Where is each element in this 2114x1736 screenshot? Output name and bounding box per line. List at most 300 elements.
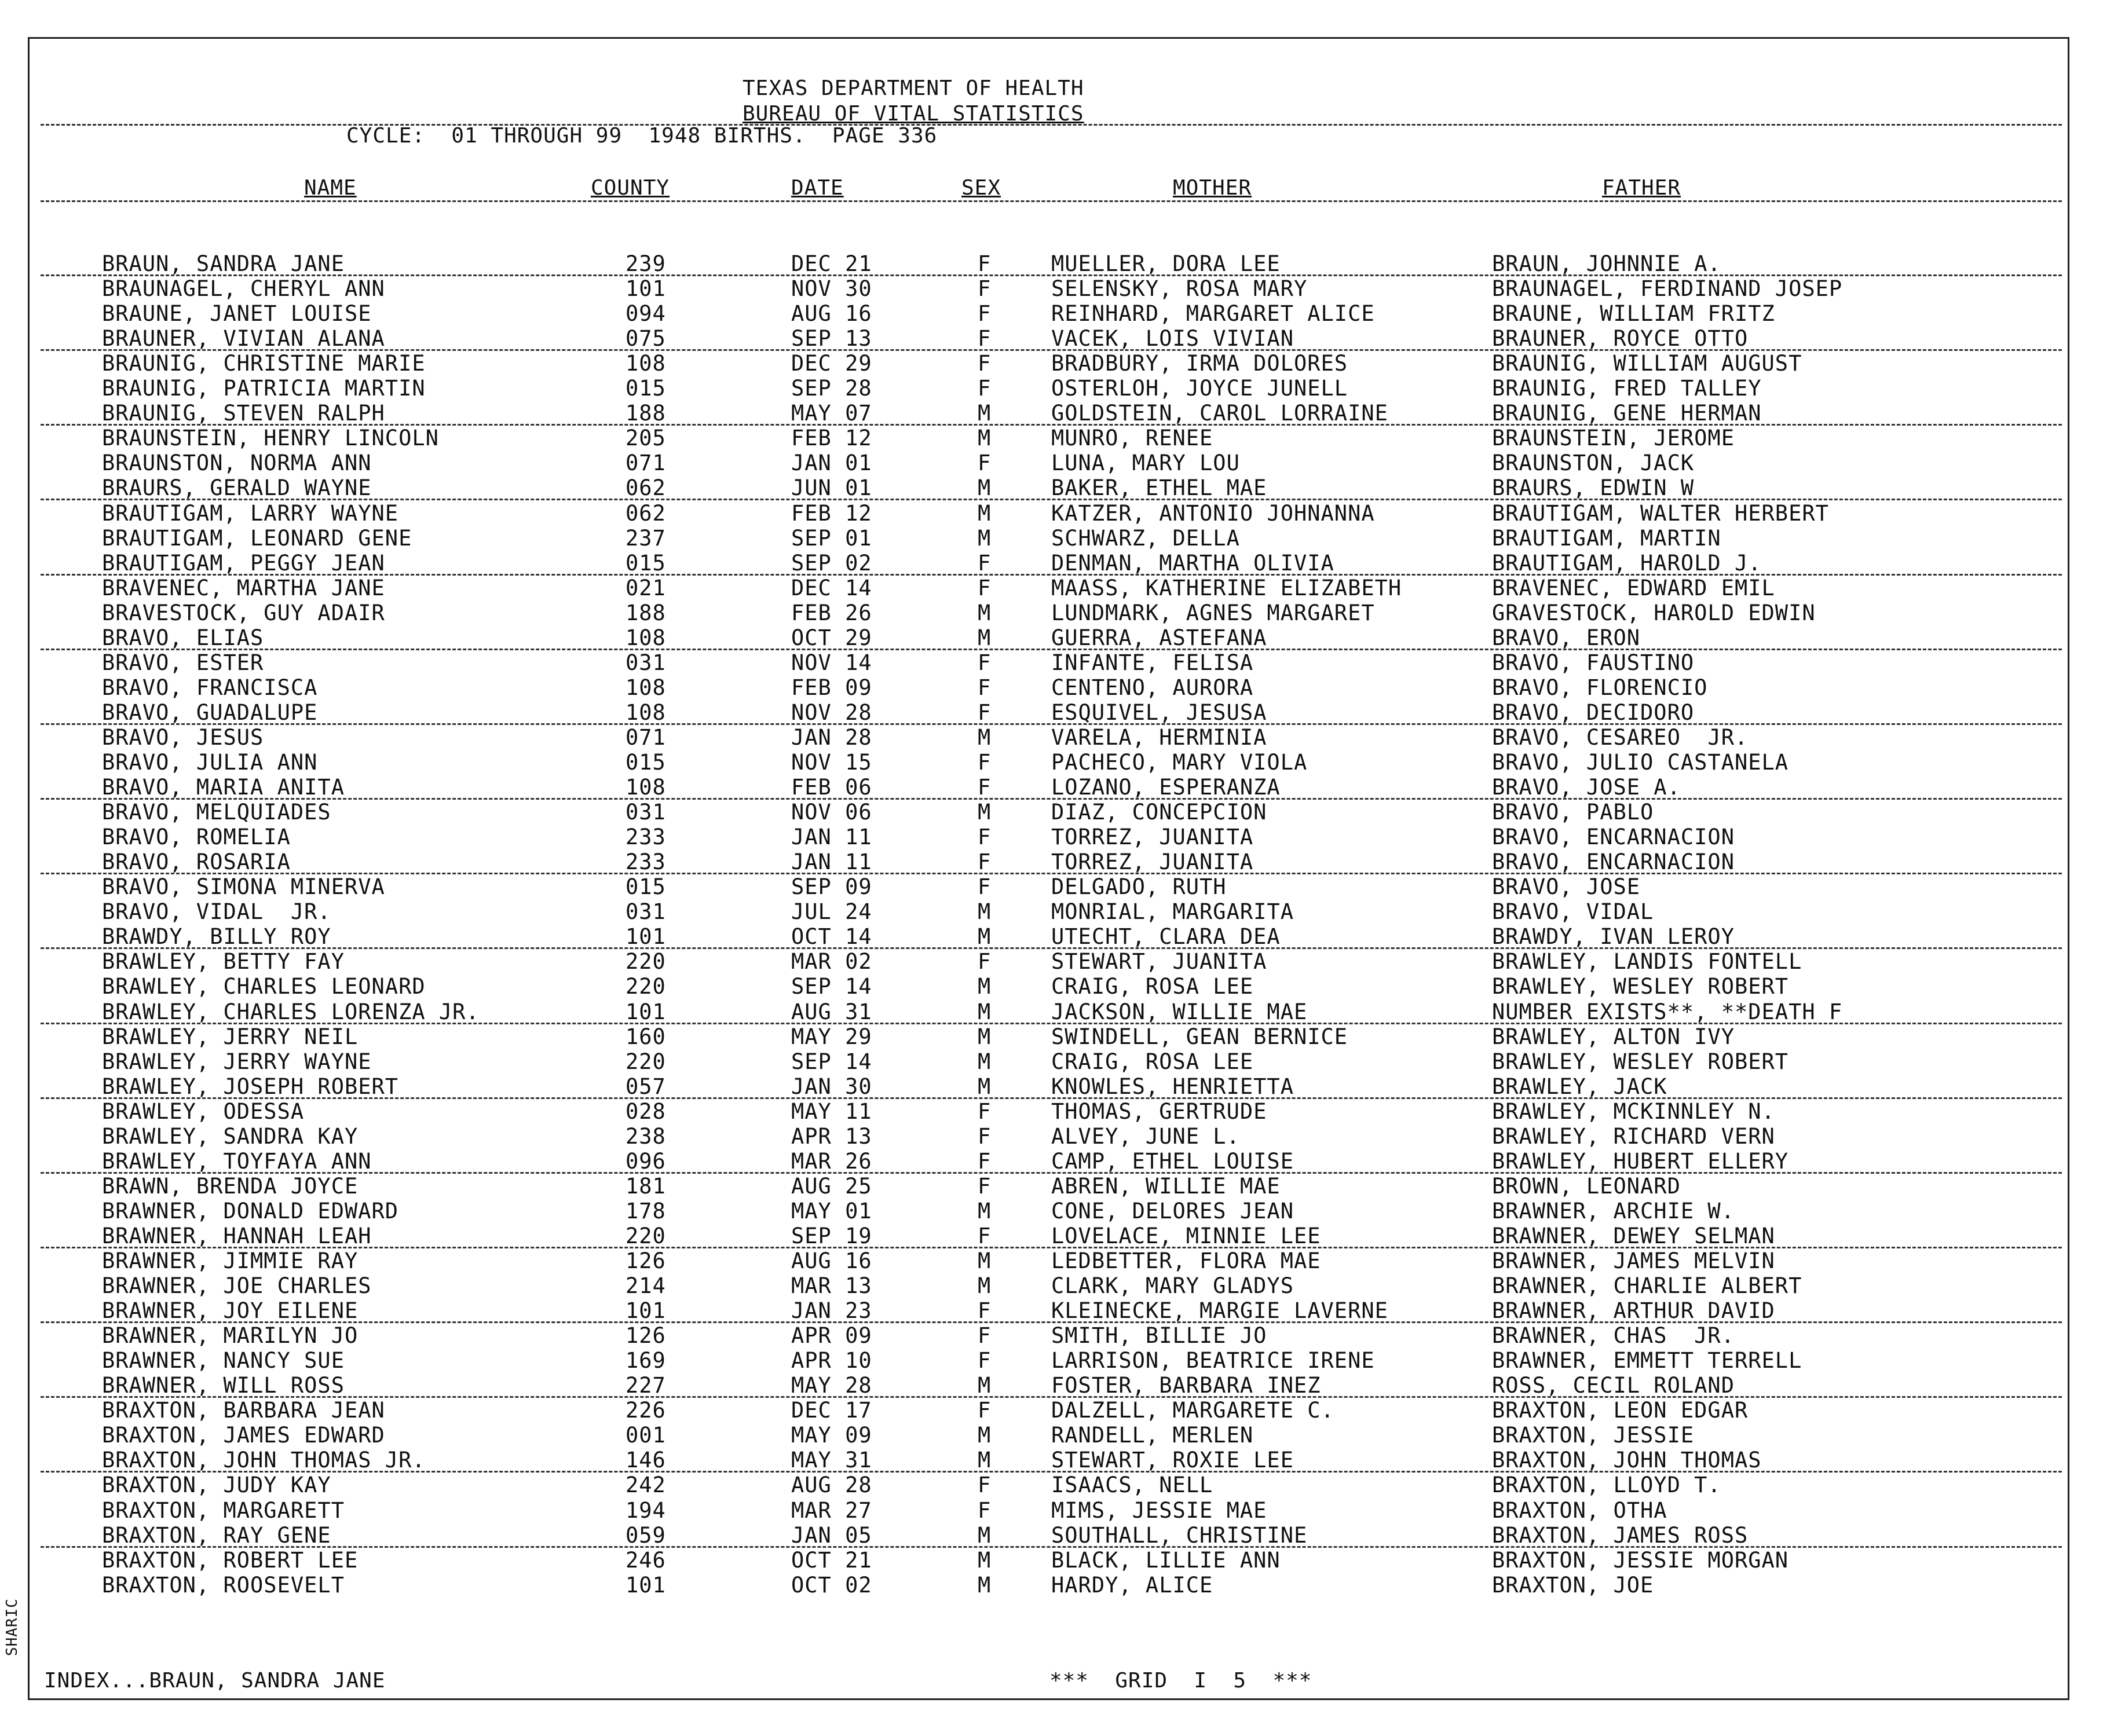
record-name: BRAWLEY, SANDRA KAY — [102, 1124, 359, 1149]
record-name: BRAUNIG, PATRICIA MARTIN — [102, 376, 426, 401]
table-row — [0, 1049, 2114, 1074]
record-name: BRAWLEY, BETTY FAY — [102, 949, 345, 974]
record-father: BRAVO, VIDAL — [1492, 899, 1654, 924]
record-sex: M — [978, 800, 992, 825]
table-row — [0, 1448, 2114, 1473]
record-sex: M — [978, 1024, 992, 1049]
row-separator — [41, 499, 2062, 500]
table-row — [0, 899, 2114, 924]
record-date: JAN 05 — [791, 1523, 872, 1548]
record-sex: M — [978, 1448, 992, 1473]
record-mother: STEWART, ROXIE LEE — [1051, 1448, 1294, 1473]
record-date: JAN 28 — [791, 725, 872, 750]
table-row — [0, 1099, 2114, 1124]
record-date: SEP 01 — [791, 526, 872, 551]
record-father: BRAWLEY, ALTON IVY — [1492, 1024, 1735, 1049]
record-sex: M — [978, 501, 992, 526]
column-header-rule — [41, 200, 2062, 202]
record-mother: REINHARD, MARGARET ALICE — [1051, 301, 1375, 326]
record-mother: LOZANO, ESPERANZA — [1051, 775, 1281, 800]
record-date: DEC 21 — [791, 251, 872, 276]
record-county: 220 — [626, 974, 666, 999]
record-name: BRAXTON, MARGARETT — [102, 1498, 345, 1523]
record-father: BRAVO, FAUSTINO — [1492, 650, 1695, 675]
record-county: 059 — [626, 1523, 666, 1548]
record-name: BRAVO, MARIA ANITA — [102, 775, 345, 800]
record-mother: TORREZ, JUANITA — [1051, 849, 1254, 874]
record-mother: ALVEY, JUNE L. — [1051, 1124, 1240, 1149]
record-mother: GUERRA, ASTEFANA — [1051, 625, 1267, 650]
record-name: BRAWNER, DONALD EDWARD — [102, 1199, 399, 1224]
record-date: MAY 09 — [791, 1423, 872, 1448]
record-date: NOV 14 — [791, 650, 872, 675]
record-date: NOV 28 — [791, 700, 872, 725]
record-sex: F — [978, 326, 992, 351]
record-name: BRAUNSTON, NORMA ANN — [102, 451, 372, 475]
record-mother: MIMS, JESSIE MAE — [1051, 1498, 1267, 1523]
record-mother: CAMP, ETHEL LOUISE — [1051, 1149, 1294, 1174]
table-row — [0, 326, 2114, 351]
record-county: 242 — [626, 1473, 666, 1497]
record-mother: GOLDSTEIN, CAROL LORRAINE — [1051, 401, 1388, 426]
table-row — [0, 949, 2114, 974]
record-father: BRAVO, ERON — [1492, 625, 1641, 650]
record-sex: F — [978, 825, 992, 849]
side-stamp: SHARIC — [3, 1598, 21, 1656]
record-date: AUG 31 — [791, 999, 872, 1024]
record-father: BRAWLEY, WESLEY ROBERT — [1492, 974, 1789, 999]
record-mother: SMITH, BILLIE JO — [1051, 1323, 1267, 1348]
record-date: FEB 12 — [791, 426, 872, 451]
record-county: 108 — [626, 700, 666, 725]
record-father: BRAWNER, CHAS JR. — [1492, 1323, 1735, 1348]
record-father: BRAUNSTEIN, JEROME — [1492, 426, 1735, 451]
record-father: BRAUNAGEL, FERDINAND JOSEP — [1492, 276, 1843, 301]
record-sex: M — [978, 1423, 992, 1448]
table-row — [0, 1199, 2114, 1224]
record-name: BRAUN, SANDRA JANE — [102, 251, 345, 276]
table-row — [0, 301, 2114, 326]
record-date: JAN 11 — [791, 849, 872, 874]
record-sex: F — [978, 1174, 992, 1199]
record-county: 071 — [626, 451, 666, 475]
record-mother: KLEINECKE, MARGIE LAVERNE — [1051, 1298, 1388, 1323]
header-bureau: BUREAU OF VITAL STATISTICS — [743, 102, 1084, 126]
table-row — [0, 1373, 2114, 1398]
record-county: 101 — [626, 1573, 666, 1598]
record-date: DEC 17 — [791, 1398, 872, 1423]
table-row — [0, 1423, 2114, 1448]
record-mother: MAASS, KATHERINE ELIZABETH — [1051, 576, 1402, 600]
record-name: BRAVO, JULIA ANN — [102, 750, 318, 775]
header-agency: TEXAS DEPARTMENT OF HEALTH — [743, 76, 1084, 100]
record-sex: F — [978, 849, 992, 874]
record-mother: VARELA, HERMINIA — [1051, 725, 1267, 750]
record-sex: F — [978, 301, 992, 326]
record-name: BRAUNER, VIVIAN ALANA — [102, 326, 385, 351]
record-date: AUG 28 — [791, 1473, 872, 1497]
record-mother: VACEK, LOIS VIVIAN — [1051, 326, 1294, 351]
record-mother: LEDBETTER, FLORA MAE — [1051, 1248, 1321, 1273]
record-county: 188 — [626, 401, 666, 426]
footer-grid: *** GRID I 5 *** — [1049, 1669, 1312, 1693]
record-father: BRAWLEY, MCKINNLEY N. — [1492, 1099, 1775, 1124]
record-father: BRAXTON, JOHN THOMAS — [1492, 1448, 1762, 1473]
record-father: BRAWLEY, WESLEY ROBERT — [1492, 1049, 1789, 1074]
record-county: 015 — [626, 376, 666, 401]
record-sex: M — [978, 1273, 992, 1298]
record-sex: M — [978, 401, 992, 426]
col-header-name: NAME — [304, 176, 357, 200]
record-father: BRAVO, JULIO CASTANELA — [1492, 750, 1789, 775]
table-row — [0, 725, 2114, 750]
record-father: BRAUTIGAM, MARTIN — [1492, 526, 1721, 551]
table-row — [0, 1248, 2114, 1273]
record-mother: UTECHT, CLARA DEA — [1051, 924, 1281, 949]
record-date: SEP 13 — [791, 326, 872, 351]
record-county: 108 — [626, 675, 666, 700]
table-row — [0, 1174, 2114, 1199]
record-name: BRAWLEY, CHARLES LORENZA JR. — [102, 999, 480, 1024]
record-name: BRAVO, SIMONA MINERVA — [102, 874, 385, 899]
table-row — [0, 924, 2114, 949]
record-sex: F — [978, 1398, 992, 1423]
record-name: BRAVO, ELIAS — [102, 625, 264, 650]
record-name: BRAUNAGEL, CHERYL ANN — [102, 276, 385, 301]
record-father: BRAUTIGAM, HAROLD J. — [1492, 551, 1762, 576]
record-date: MAY 07 — [791, 401, 872, 426]
record-date: DEC 29 — [791, 351, 872, 376]
record-county: 094 — [626, 301, 666, 326]
record-name: BRAUNSTEIN, HENRY LINCOLN — [102, 426, 439, 451]
record-sex: M — [978, 899, 992, 924]
record-date: NOV 06 — [791, 800, 872, 825]
record-sex: F — [978, 1473, 992, 1497]
record-date: APR 09 — [791, 1323, 872, 1348]
col-header-sex: SEX — [961, 176, 1001, 200]
record-sex: F — [978, 251, 992, 276]
record-father: BRAUN, JOHNNIE A. — [1492, 251, 1721, 276]
record-name: BRAXTON, JOHN THOMAS JR. — [102, 1448, 426, 1473]
table-row — [0, 800, 2114, 825]
record-county: 239 — [626, 251, 666, 276]
record-name: BRAXTON, BARBARA JEAN — [102, 1398, 385, 1423]
record-sex: F — [978, 1124, 992, 1149]
record-county: 220 — [626, 1224, 666, 1248]
record-county: 226 — [626, 1398, 666, 1423]
record-name: BRAXTON, ROBERT LEE — [102, 1548, 359, 1573]
record-father: BRAUTIGAM, WALTER HERBERT — [1492, 501, 1829, 526]
record-county: 238 — [626, 1124, 666, 1149]
table-row — [0, 1273, 2114, 1298]
record-county: 031 — [626, 899, 666, 924]
record-county: 057 — [626, 1074, 666, 1099]
record-father: NUMBER EXISTS**, **DEATH F — [1492, 999, 1843, 1024]
record-county: 220 — [626, 1049, 666, 1074]
record-sex: M — [978, 600, 992, 625]
record-name: BRAWNER, MARILYN JO — [102, 1323, 359, 1348]
record-mother: TORREZ, JUANITA — [1051, 825, 1254, 849]
record-name: BRAXTON, ROOSEVELT — [102, 1573, 345, 1598]
record-sex: F — [978, 650, 992, 675]
record-name: BRAVO, ROSARIA — [102, 849, 291, 874]
record-sex: M — [978, 625, 992, 650]
record-date: MAY 31 — [791, 1448, 872, 1473]
record-mother: LOVELACE, MINNIE LEE — [1051, 1224, 1321, 1248]
record-date: JAN 01 — [791, 451, 872, 475]
record-date: OCT 21 — [791, 1548, 872, 1573]
record-father: BRAUNSTON, JACK — [1492, 451, 1695, 475]
record-sex: F — [978, 1323, 992, 1348]
table-row — [0, 1523, 2114, 1548]
record-sex: F — [978, 276, 992, 301]
record-date: JAN 30 — [791, 1074, 872, 1099]
record-county: 101 — [626, 924, 666, 949]
table-row — [0, 750, 2114, 775]
record-sex: F — [978, 700, 992, 725]
record-father: BRAUNIG, GENE HERMAN — [1492, 401, 1762, 426]
record-date: DEC 14 — [791, 576, 872, 600]
record-name: BRAWLEY, JERRY WAYNE — [102, 1049, 372, 1074]
header-rule — [41, 124, 2062, 126]
table-row — [0, 1548, 2114, 1573]
record-county: 001 — [626, 1423, 666, 1448]
table-row — [0, 1149, 2114, 1174]
record-father: BRAVO, ENCARNACION — [1492, 849, 1735, 874]
table-row — [0, 999, 2114, 1024]
record-county: 233 — [626, 849, 666, 874]
record-name: BRAVO, FRANCISCA — [102, 675, 318, 700]
record-county: 062 — [626, 501, 666, 526]
record-father: BRAURS, EDWIN W — [1492, 475, 1695, 500]
record-date: FEB 09 — [791, 675, 872, 700]
record-mother: CLARK, MARY GLADYS — [1051, 1273, 1294, 1298]
record-sex: F — [978, 1224, 992, 1248]
record-name: BRAWLEY, JERRY NEIL — [102, 1024, 359, 1049]
record-mother: SELENSKY, ROSA MARY — [1051, 276, 1308, 301]
record-sex: M — [978, 1199, 992, 1224]
record-date: APR 10 — [791, 1348, 872, 1373]
record-name: BRAVENEC, MARTHA JANE — [102, 576, 385, 600]
record-name: BRAWNER, JIMMIE RAY — [102, 1248, 359, 1273]
record-father: BRAWLEY, LANDIS FONTELL — [1492, 949, 1802, 974]
record-date: SEP 09 — [791, 874, 872, 899]
record-sex: F — [978, 750, 992, 775]
table-row — [0, 1573, 2114, 1598]
record-date: APR 13 — [791, 1124, 872, 1149]
record-father: BRAWLEY, RICHARD VERN — [1492, 1124, 1775, 1149]
record-sex: F — [978, 576, 992, 600]
record-sex: F — [978, 874, 992, 899]
record-father: BRAVO, JOSE — [1492, 874, 1641, 899]
record-sex: M — [978, 1523, 992, 1548]
record-date: SEP 28 — [791, 376, 872, 401]
record-name: BRAWLEY, ODESSA — [102, 1099, 305, 1124]
record-date: SEP 14 — [791, 1049, 872, 1074]
record-mother: DENMAN, MARTHA OLIVIA — [1051, 551, 1334, 576]
record-name: BRAWDY, BILLY ROY — [102, 924, 331, 949]
record-county: 233 — [626, 825, 666, 849]
record-county: 101 — [626, 999, 666, 1024]
record-mother: CONE, DELORES JEAN — [1051, 1199, 1294, 1224]
table-row — [0, 625, 2114, 650]
record-name: BRAWNER, NANCY SUE — [102, 1348, 345, 1373]
record-name: BRAWLEY, TOYFAYA ANN — [102, 1149, 372, 1174]
record-mother: PACHECO, MARY VIOLA — [1051, 750, 1308, 775]
record-name: BRAWNER, JOY EILENE — [102, 1298, 359, 1323]
record-county: 015 — [626, 750, 666, 775]
record-father: BRAXTON, JESSIE — [1492, 1423, 1695, 1448]
record-mother: LUNA, MARY LOU — [1051, 451, 1240, 475]
record-county: 237 — [626, 526, 666, 551]
table-row — [0, 700, 2114, 725]
record-name: BRAVO, MELQUIADES — [102, 800, 331, 825]
record-sex: F — [978, 1348, 992, 1373]
table-row — [0, 874, 2114, 899]
record-sex: F — [978, 1099, 992, 1124]
record-mother: DALZELL, MARGARETE C. — [1051, 1398, 1334, 1423]
record-county: 178 — [626, 1199, 666, 1224]
record-name: BRAXTON, RAY GENE — [102, 1523, 331, 1548]
record-name: BRAVO, VIDAL JR. — [102, 899, 331, 924]
record-county: 108 — [626, 775, 666, 800]
record-county: 246 — [626, 1548, 666, 1573]
record-date: NOV 30 — [791, 276, 872, 301]
record-mother: LARRISON, BEATRICE IRENE — [1051, 1348, 1375, 1373]
table-row — [0, 825, 2114, 849]
record-mother: LUNDMARK, AGNES MARGARET — [1051, 600, 1375, 625]
table-row — [0, 1124, 2114, 1149]
record-father: BRAUNE, WILLIAM FRITZ — [1492, 301, 1775, 326]
record-name: BRAUTIGAM, LARRY WAYNE — [102, 501, 399, 526]
record-date: MAR 27 — [791, 1498, 872, 1523]
record-mother: FOSTER, BARBARA INEZ — [1051, 1373, 1321, 1398]
record-sex: M — [978, 1049, 992, 1074]
record-father: BRAVO, DECIDORO — [1492, 700, 1695, 725]
table-row — [0, 351, 2114, 376]
record-county: 096 — [626, 1149, 666, 1174]
record-date: MAR 26 — [791, 1149, 872, 1174]
record-father: BRAVO, PABLO — [1492, 800, 1654, 825]
table-row — [0, 426, 2114, 451]
record-date: SEP 02 — [791, 551, 872, 576]
record-mother: HARDY, ALICE — [1051, 1573, 1213, 1598]
record-county: 031 — [626, 800, 666, 825]
table-row — [0, 775, 2114, 800]
col-header-father: FATHER — [1602, 176, 1681, 200]
record-mother: ABREN, WILLIE MAE — [1051, 1174, 1281, 1199]
record-name: BRAUNIG, STEVEN RALPH — [102, 401, 385, 426]
record-name: BRAVO, ESTER — [102, 650, 264, 675]
table-row — [0, 600, 2114, 625]
record-date: JAN 23 — [791, 1298, 872, 1323]
record-county: 181 — [626, 1174, 666, 1199]
table-row — [0, 1323, 2114, 1348]
record-name: BRAUTIGAM, LEONARD GENE — [102, 526, 412, 551]
table-row — [0, 1398, 2114, 1423]
record-county: 188 — [626, 600, 666, 625]
record-date: MAY 28 — [791, 1373, 872, 1398]
record-father: BRAWNER, EMMETT TERRELL — [1492, 1348, 1802, 1373]
record-mother: BAKER, ETHEL MAE — [1051, 475, 1267, 500]
record-date: NOV 15 — [791, 750, 872, 775]
record-county: 071 — [626, 725, 666, 750]
record-mother: ESQUIVEL, JESUSA — [1051, 700, 1267, 725]
record-mother: SOUTHALL, CHRISTINE — [1051, 1523, 1308, 1548]
record-mother: SCHWARZ, DELLA — [1051, 526, 1240, 551]
record-name: BRAWLEY, CHARLES LEONARD — [102, 974, 426, 999]
record-sex: F — [978, 351, 992, 376]
record-county: 126 — [626, 1323, 666, 1348]
record-county: 220 — [626, 949, 666, 974]
record-name: BRAXTON, JAMES EDWARD — [102, 1423, 385, 1448]
table-row — [0, 451, 2114, 475]
record-date: OCT 02 — [791, 1573, 872, 1598]
record-county: 075 — [626, 326, 666, 351]
footer-index: INDEX...BRAUN, SANDRA JANE — [44, 1669, 386, 1693]
record-date: FEB 06 — [791, 775, 872, 800]
record-county: 101 — [626, 276, 666, 301]
record-date: OCT 29 — [791, 625, 872, 650]
record-mother: CRAIG, ROSA LEE — [1051, 1049, 1254, 1074]
col-header-mother: MOTHER — [1173, 176, 1252, 200]
record-mother: STEWART, JUANITA — [1051, 949, 1267, 974]
table-row — [0, 501, 2114, 526]
table-row — [0, 576, 2114, 600]
record-county: 015 — [626, 551, 666, 576]
record-date: MAY 11 — [791, 1099, 872, 1124]
record-county: 227 — [626, 1373, 666, 1398]
record-father: BRAVO, ENCARNACION — [1492, 825, 1735, 849]
table-row — [0, 1224, 2114, 1248]
record-sex: F — [978, 949, 992, 974]
record-father: BRAUNIG, FRED TALLEY — [1492, 376, 1762, 401]
record-date: JUN 01 — [791, 475, 872, 500]
record-sex: F — [978, 1149, 992, 1174]
record-father: BRAWNER, CHARLIE ALBERT — [1492, 1273, 1802, 1298]
record-county: 126 — [626, 1248, 666, 1273]
record-sex: M — [978, 999, 992, 1024]
record-father: BRAWNER, ARTHUR DAVID — [1492, 1298, 1775, 1323]
record-county: 108 — [626, 351, 666, 376]
record-sex: M — [978, 725, 992, 750]
record-mother: ISAACS, NELL — [1051, 1473, 1213, 1497]
record-mother: KNOWLES, HENRIETTA — [1051, 1074, 1294, 1099]
record-name: BRAWN, BRENDA JOYCE — [102, 1174, 359, 1199]
record-sex: M — [978, 924, 992, 949]
record-mother: SWINDELL, GEAN BERNICE — [1051, 1024, 1348, 1049]
record-sex: M — [978, 1248, 992, 1273]
record-name: BRAVO, JESUS — [102, 725, 264, 750]
record-mother: DIAZ, CONCEPCION — [1051, 800, 1267, 825]
record-county: 169 — [626, 1348, 666, 1373]
record-father: BRAXTON, LEON EDGAR — [1492, 1398, 1749, 1423]
table-row — [0, 376, 2114, 401]
record-county: 028 — [626, 1099, 666, 1124]
record-father: BRAUNER, ROYCE OTTO — [1492, 326, 1749, 351]
table-row — [0, 1348, 2114, 1373]
record-mother: BLACK, LILLIE ANN — [1051, 1548, 1281, 1573]
record-mother: MUNRO, RENEE — [1051, 426, 1213, 451]
record-sex: F — [978, 451, 992, 475]
record-date: SEP 19 — [791, 1224, 872, 1248]
record-father: BROWN, LEONARD — [1492, 1174, 1681, 1199]
record-father: BRAXTON, JESSIE MORGAN — [1492, 1548, 1789, 1573]
record-father: BRAXTON, JOE — [1492, 1573, 1654, 1598]
record-father: BRAXTON, OTHA — [1492, 1498, 1667, 1523]
table-row — [0, 1074, 2114, 1099]
record-date: JUL 24 — [791, 899, 872, 924]
